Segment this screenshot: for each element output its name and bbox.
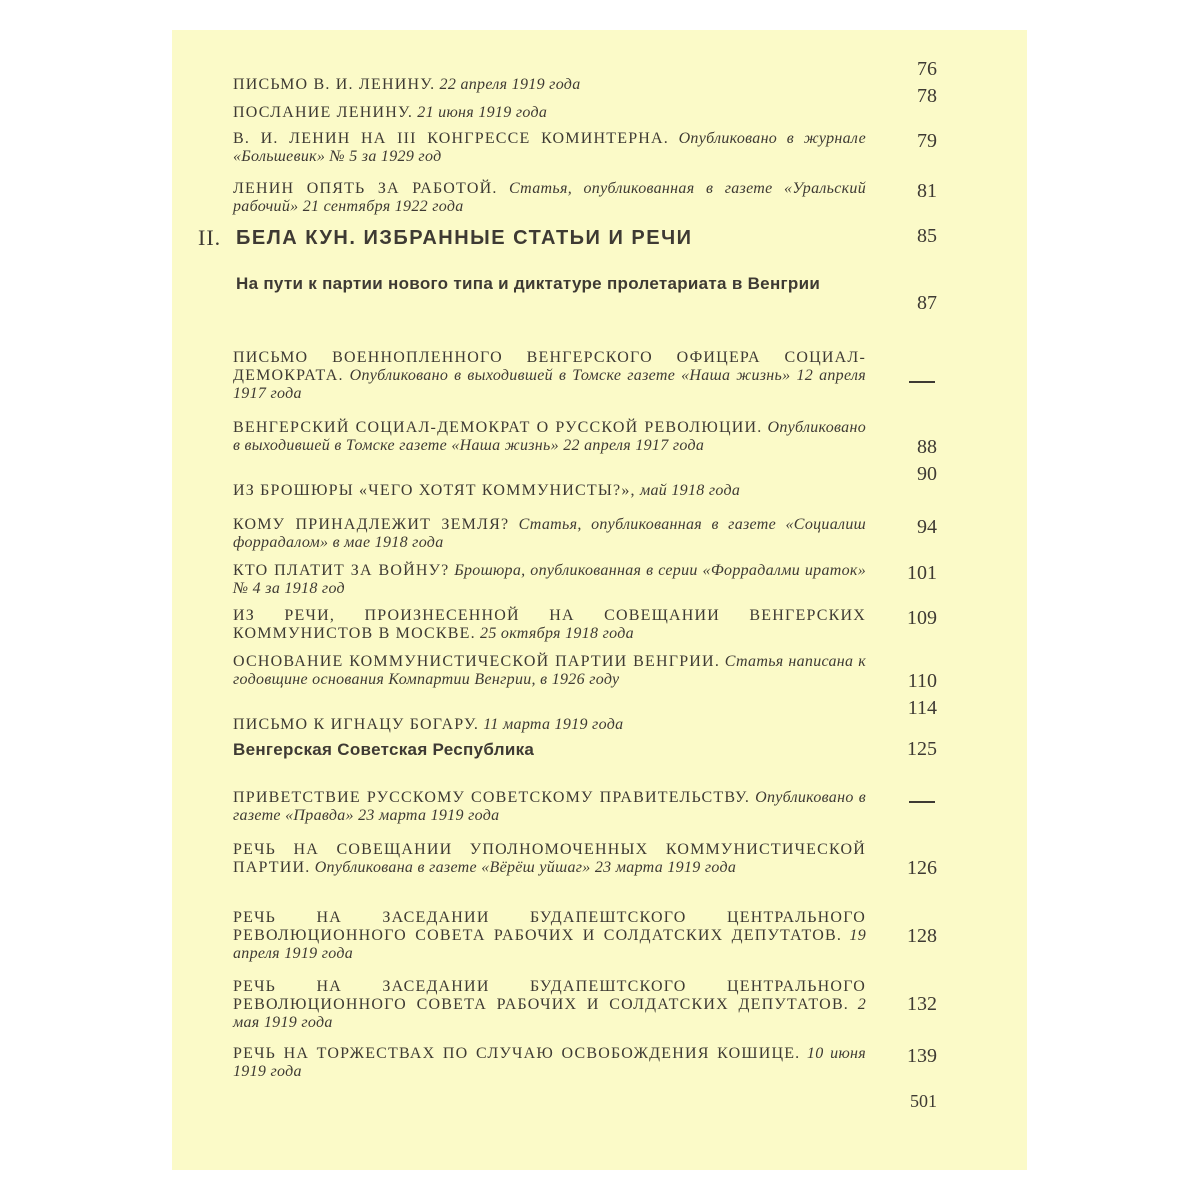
entry-page-number: 81: [917, 180, 937, 202]
entry-page-number: 114: [907, 697, 937, 719]
entry-page-number: 76: [917, 58, 937, 80]
entry-text: [233, 653, 866, 689]
entry-text: [233, 789, 866, 825]
entry-title: ВЕНГЕРСКИЙ СОЦИАЛ-ДЕМОКРАТ О РУССКОЙ РЕВОЛЮЦИИ.: [233, 419, 763, 436]
entry-page-number: 90: [917, 463, 937, 485]
entry-page-number: 101: [907, 562, 937, 584]
entry-text: [233, 419, 866, 455]
subsection-page-number: 125: [907, 738, 937, 760]
page-number: 501: [910, 1091, 937, 1111]
entry-title: ОСНОВАНИЕ КОММУНИСТИЧЕСКОЙ ПАРТИИ ВЕНГРИИ.: [233, 653, 721, 670]
entry-description: 2 мая 1919 года: [233, 996, 866, 1031]
entry-text: [233, 516, 866, 552]
entry-description: 11 марта 1919 года: [483, 716, 624, 733]
entry-description: Опубликовано в выходившей в Томске газете «Наша жизнь» 12 апреля 1917 года: [233, 367, 866, 402]
entry-title: ЛЕНИН ОПЯТЬ ЗА РАБОТОЙ.: [233, 180, 498, 197]
section-page-number: 85: [917, 225, 937, 247]
entry-page-number: 139: [907, 1045, 937, 1067]
book-page: [172, 30, 1027, 1170]
entry-title: ИЗ БРОШЮРЫ «ЧЕГО ХОТЯТ КОММУНИСТЫ?»,: [233, 482, 636, 499]
entry-description: Статья, опубликованная в газете «Социалиш форрадалом» в мае 1918 года: [233, 516, 866, 551]
entry-text: [233, 562, 866, 598]
entry-text: [233, 349, 866, 403]
entry-text: [233, 180, 866, 216]
entry-text: [233, 909, 866, 963]
entry-page-number: 109: [907, 607, 937, 629]
entry-page-number: 110: [907, 670, 937, 692]
entry-title: РЕЧЬ НА ТОРЖЕСТВАХ ПО СЛУЧАЮ ОСВОБОЖДЕНИЯ КОШИЦЕ.: [233, 1045, 801, 1062]
entry-text: [233, 841, 866, 877]
entry-page-dash: [909, 801, 935, 803]
entry-title: РЕЧЬ НА СОВЕЩАНИИ УПОЛНОМОЧЕННЫХ КОММУНИСТИЧЕСКОЙ ПАРТИИ.: [233, 841, 866, 876]
entry-description: Статья, опубликованная в газете «Уральский рабочий» 21 сентября 1922 года: [233, 180, 867, 215]
entry-page-number: 132: [907, 993, 937, 1015]
entry-title: ПИСЬМО ВОЕННОПЛЕННОГО ВЕНГЕРСКОГО ОФИЦЕРА СОЦИАЛ-ДЕМОКРАТА.: [233, 349, 866, 384]
entry-description: май 1918 года: [639, 482, 741, 499]
subsection-title: Венгерская Советская Республика: [233, 740, 535, 759]
entry-title: В. И. ЛЕНИН НА III КОНГРЕССЕ КОМИНТЕРНА.: [233, 130, 669, 147]
entry-page-number: 128: [907, 925, 937, 947]
entry-page-number: 94: [917, 516, 937, 538]
entry-text: [233, 76, 866, 94]
entry-description: Статья написана к годовщине основания Компартии Венгрии, в 1926 году: [233, 653, 866, 688]
entry-page-dash: [909, 381, 935, 383]
entry-text: [233, 716, 866, 734]
entry-description: Опубликована в газете «Вёрёш уйшаг» 23 марта 1919 года: [314, 859, 737, 876]
section-number: II.: [198, 225, 222, 250]
entry-title: ПОСЛАНИЕ ЛЕНИНУ.: [233, 104, 414, 121]
entry-description: Опубликовано в журнале «Большевик» № 5 за 1929 год: [233, 130, 866, 165]
entry-description: 21 июня 1919 года: [417, 104, 548, 121]
entry-title: ПРИВЕТСТВИЕ РУССКОМУ СОВЕТСКОМУ ПРАВИТЕЛЬСТВУ.: [233, 789, 751, 806]
entry-page-number: 126: [907, 857, 937, 879]
entry-title: РЕЧЬ НА ЗАСЕДАНИИ БУДАПЕШТСКОГО ЦЕНТРАЛЬНОГО РЕВОЛЮЦИОННОГО СОВЕТА РАБОЧИХ И СОЛДАТСКИХ ДЕПУТАТОВ.: [233, 909, 866, 944]
section-title: БЕЛА КУН. ИЗБРАННЫЕ СТАТЬИ И РЕЧИ: [236, 227, 693, 249]
entry-title: ПИСЬМО К ИГНАЦУ БОГАРУ.: [233, 716, 480, 733]
entry-page-number: 88: [917, 436, 937, 458]
entry-text: [233, 1045, 866, 1081]
entry-description: 25 октября 1918 года: [480, 625, 634, 642]
entry-text: [233, 104, 866, 122]
entry-title: КТО ПЛАТИТ ЗА ВОЙНУ?: [233, 562, 450, 579]
entry-page-number: 78: [917, 85, 937, 107]
subsection-page-number: 87: [917, 292, 937, 314]
entry-text: [233, 130, 866, 166]
entry-page-number: 79: [917, 130, 937, 152]
entry-title: РЕЧЬ НА ЗАСЕДАНИИ БУДАПЕШТСКОГО ЦЕНТРАЛЬНОГО РЕВОЛЮЦИОННОГО СОВЕТА РАБОЧИХ И СОЛДАТСКИХ ДЕПУТАТОВ.: [233, 978, 866, 1013]
entry-description: Опубликовано в выходившей в Томске газете «Наша жизнь» 22 апреля 1917 года: [233, 419, 866, 454]
entry-description: Брошюра, опубликованная в серии «Форрадалми ираток» № 4 за 1918 год: [233, 562, 867, 597]
entry-text: [233, 607, 866, 643]
entry-description: 19 апреля 1919 года: [233, 927, 866, 962]
entry-description: Опубликовано в газете «Правда» 23 марта 1919 года: [233, 789, 866, 824]
entry-text: [233, 978, 866, 1032]
entry-description: 22 апреля 1919 года: [439, 76, 581, 93]
entry-title: КОМУ ПРИНАДЛЕЖИТ ЗЕМЛЯ?: [233, 516, 510, 533]
entry-description: 10 июня 1919 года: [233, 1045, 867, 1080]
entry-text: [233, 482, 866, 500]
entry-title: ИЗ РЕЧИ, ПРОИЗНЕСЕННОЙ НА СОВЕЩАНИИ ВЕНГЕРСКИХ КОММУНИСТОВ В МОСКВЕ.: [233, 607, 866, 642]
entry-title: ПИСЬМО В. И. ЛЕНИНУ.: [233, 76, 436, 93]
subsection-title: На пути к партии нового типа и диктатуре пролетариата в Венгрии: [236, 274, 821, 293]
